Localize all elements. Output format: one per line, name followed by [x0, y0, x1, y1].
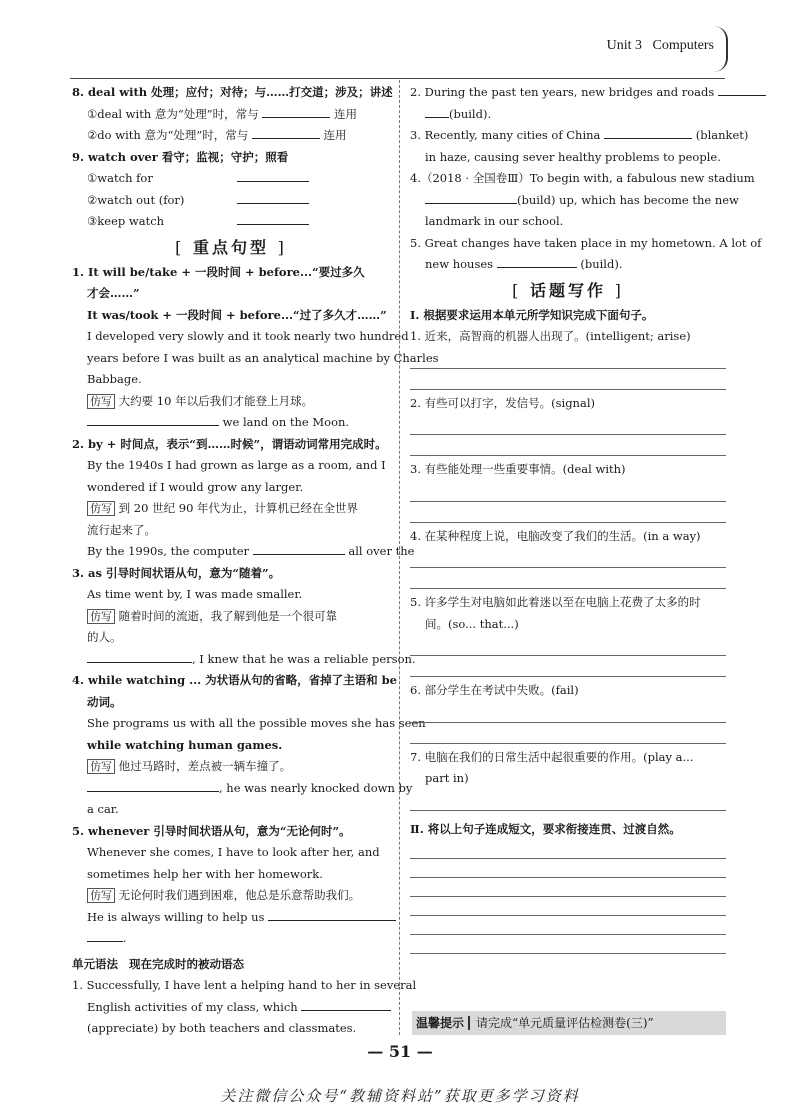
s1-practice-1: 仿写 大约要 10 年以后我们才能登上月球。	[72, 391, 390, 413]
imitate-tag: 仿写	[87, 759, 115, 774]
answer-blank[interactable]	[237, 168, 309, 182]
writing-line[interactable]	[410, 435, 726, 456]
s1-title-1: 1. It will be/take + 一段时间 + before...“要过多久	[72, 264, 365, 279]
grammar-q4-2: (build) up, which has become the new	[410, 190, 726, 212]
item-8-b: ②do with 意为“处理”时，常与 连用	[72, 125, 390, 147]
answer-blank[interactable]	[87, 778, 219, 792]
grammar-q1-2: English activities of my class, which	[72, 997, 390, 1019]
answer-blank[interactable]	[497, 254, 577, 268]
s5-example-2: sometimes help her with her homework.	[87, 866, 323, 881]
header-rule	[70, 78, 725, 79]
section-title-topic-writing: [ 话题写作 ]	[512, 280, 624, 300]
writing-line[interactable]	[410, 859, 726, 878]
writing-q1: 1. 近来，高智商的机器人出现了。(intelligent; arise)	[410, 329, 691, 343]
s4-practice-3: a car.	[87, 802, 119, 816]
writing-line[interactable]	[410, 502, 726, 523]
item-9-c: ③keep watch	[72, 211, 390, 233]
writing-line[interactable]	[410, 878, 726, 897]
part-2-instruction: Ⅱ. 将以上句子连成短文，要求衔接连贯、过渡自然。	[410, 821, 681, 836]
s3-practice-1: 仿写 随着时间的流逝，我了解到他是一个很可靠	[72, 606, 390, 628]
grammar-q5-1: 5. Great changes have taken place in my hometown. A lot of	[410, 235, 762, 250]
part-1-instruction: Ⅰ. 根据要求运用本单元所学知识完成下面句子。	[410, 307, 654, 322]
s2-practice-1: 仿写 到 20 世纪 90 年代为止，计算机已经在全世界	[72, 498, 390, 520]
writing-q6: 6. 部分学生在考试中失败。(fail)	[410, 683, 579, 697]
writing-line[interactable]	[410, 547, 726, 568]
grammar-heading: 单元语法 现在完成时的被动语态	[72, 956, 244, 971]
s3-title: 3. as 引导时间状语从句，意为“随着”。	[72, 565, 281, 580]
item-9-b: ②watch out (for)	[72, 190, 390, 212]
writing-line[interactable]	[410, 790, 726, 811]
page-number: — 51 —	[367, 1042, 433, 1061]
s1-title-2: 才会……”	[87, 286, 140, 300]
s4-title-2: 动词。	[87, 694, 122, 709]
writing-q7-2: part in)	[425, 771, 469, 785]
item-8-a: ①deal with 意为“处理”时，常与 连用	[72, 104, 390, 126]
writing-q2: 2. 有些可以打字，发信号。(signal)	[410, 395, 595, 410]
grammar-q1-1: 1. Successfully, I have lent a helping hand to her in several	[72, 978, 417, 992]
writing-line[interactable]	[410, 897, 726, 916]
s3-practice-2: 的人。	[87, 630, 122, 644]
answer-blank[interactable]	[425, 190, 517, 204]
writing-line[interactable]	[410, 348, 726, 369]
s5-practice-2: He is always willing to help us	[72, 907, 390, 929]
grammar-q3-1: 3. Recently, many cities of China (blanket)	[410, 125, 726, 147]
writing-q5-1: 5. 许多学生对电脑如此着迷以至在电脑上花费了太多的时	[410, 595, 701, 609]
s2-title: 2. by + 时间点，表示“到……时候”，谓语动词常用完成时。	[72, 436, 387, 451]
item-9-a: ①watch for	[72, 168, 390, 190]
s4-title-1: 4. while watching ... 为状语从句的省略，省掉了主语和 be	[72, 673, 398, 687]
answer-blank[interactable]	[301, 997, 391, 1011]
writing-line[interactable]	[410, 702, 726, 723]
s3-practice-3: , I knew that he was a reliable person.	[72, 649, 390, 671]
left-column	[72, 82, 439, 1040]
s4-example-2: while watching human games.	[87, 737, 283, 752]
header-decoration	[714, 26, 728, 72]
writing-q4: 4. 在某种程度上说，电脑改变了我们的生活。(in a way)	[410, 528, 701, 543]
writing-line[interactable]	[410, 656, 726, 677]
writing-line[interactable]	[410, 935, 726, 954]
imitate-tag: 仿写	[87, 888, 115, 903]
imitate-tag: 仿写	[87, 394, 115, 409]
s1-title-3: It was/took + 一段时间 + before...“过了多久才……”	[87, 307, 387, 322]
imitate-tag: 仿写	[87, 501, 115, 516]
s2-example-1: By the 1940s I had grown as large as a room, and I	[87, 458, 386, 472]
writing-line[interactable]	[410, 723, 726, 744]
item-8-title: 8. deal with 处理；应付；对待；与……打交道；涉及；讲述	[72, 85, 393, 99]
writing-q5-2: 间。(so... that...)	[425, 616, 519, 631]
answer-blank[interactable]	[253, 541, 345, 555]
right-column	[410, 82, 762, 954]
answer-blank[interactable]	[87, 928, 123, 942]
s4-example-1: She programs us with all the possible moves she has seen	[87, 716, 426, 730]
grammar-q4-1: 4.（2018 · 全国卷Ⅲ）To begin with, a fabulous new stadium	[410, 171, 755, 185]
grammar-q2-2: (build).	[410, 104, 726, 126]
s5-example-1: Whenever she comes, I have to look after her, and	[87, 845, 380, 859]
grammar-q2-1: 2. During the past ten years, new bridges and roads	[410, 82, 726, 104]
s2-practice-3: By the 1990s, the computer all over the	[72, 541, 390, 563]
writing-line[interactable]	[410, 369, 726, 390]
answer-blank[interactable]	[718, 82, 766, 96]
writing-line[interactable]	[410, 635, 726, 656]
s1-practice-2: we land on the Moon.	[72, 412, 390, 434]
s5-title: 5. whenever 引导时间状语从句，意为“无论何时”。	[72, 823, 351, 838]
answer-blank[interactable]	[262, 104, 330, 118]
s1-example-3: Babbage.	[87, 372, 142, 386]
answer-blank[interactable]	[87, 412, 219, 426]
grammar-q5-2: new houses (build).	[410, 254, 726, 276]
answer-blank[interactable]	[87, 649, 192, 663]
item-9-title: 9. watch over 看守；监视；守护；照看	[72, 149, 289, 164]
s4-practice-1: 仿写 他过马路时，差点被一辆车撞了。	[72, 756, 390, 778]
s2-example-2: wondered if I would grow any larger.	[87, 479, 304, 494]
writing-line[interactable]	[410, 481, 726, 502]
reminder-box	[412, 1011, 726, 1035]
answer-blank[interactable]	[237, 211, 309, 225]
grammar-q1-3: (appreciate) by both teachers and classmates.	[87, 1021, 357, 1035]
writing-line[interactable]	[410, 414, 726, 435]
page-header	[607, 38, 714, 54]
writing-q3: 3. 有些能处理一些重要事情。(deal with)	[410, 462, 626, 476]
footer-note: 关注微信公众号“教辅资料站”获取更多学习资料	[220, 1087, 580, 1105]
s4-practice-2: , he was nearly knocked down by	[72, 778, 390, 800]
writing-q7-1: 7. 电脑在我们的日常生活中起很重要的作用。(play a...	[410, 749, 694, 764]
grammar-q4-3: landmark in our school.	[425, 214, 564, 228]
imitate-tag: 仿写	[87, 609, 115, 624]
answer-blank[interactable]	[425, 104, 449, 118]
answer-blank[interactable]	[604, 125, 692, 139]
section-title-key-sentences: [ 重点句型 ]	[175, 237, 287, 257]
reminder-text: 请完成“单元质量评估检测卷(三)”	[476, 1016, 654, 1030]
s2-practice-2: 流行起来了。	[87, 522, 156, 537]
s1-example-2: years before I was built as an analytical machine by Charles	[87, 350, 439, 365]
answer-blank[interactable]	[237, 190, 309, 204]
writing-line[interactable]	[410, 568, 726, 589]
s1-example-1: I developed very slowly and it took nearly two hundred	[87, 329, 409, 343]
grammar-q3-2: in haze, causing sever healthy problems to people.	[425, 149, 721, 164]
s5-practice-3: .	[72, 928, 390, 950]
unit-label: Unit 3	[606, 38, 643, 53]
unit-title: Computers	[652, 38, 714, 53]
answer-blank[interactable]	[252, 125, 320, 139]
answer-blank[interactable]	[268, 907, 396, 921]
writing-line[interactable]	[410, 916, 726, 935]
s5-practice-1: 仿写 无论何时我们遇到困难，他总是乐意帮助我们。	[72, 885, 390, 907]
writing-line[interactable]	[410, 840, 726, 859]
reminder-label: 温馨提示	[416, 1016, 470, 1030]
s3-example-1: As time went by, I was made smaller.	[87, 587, 303, 601]
